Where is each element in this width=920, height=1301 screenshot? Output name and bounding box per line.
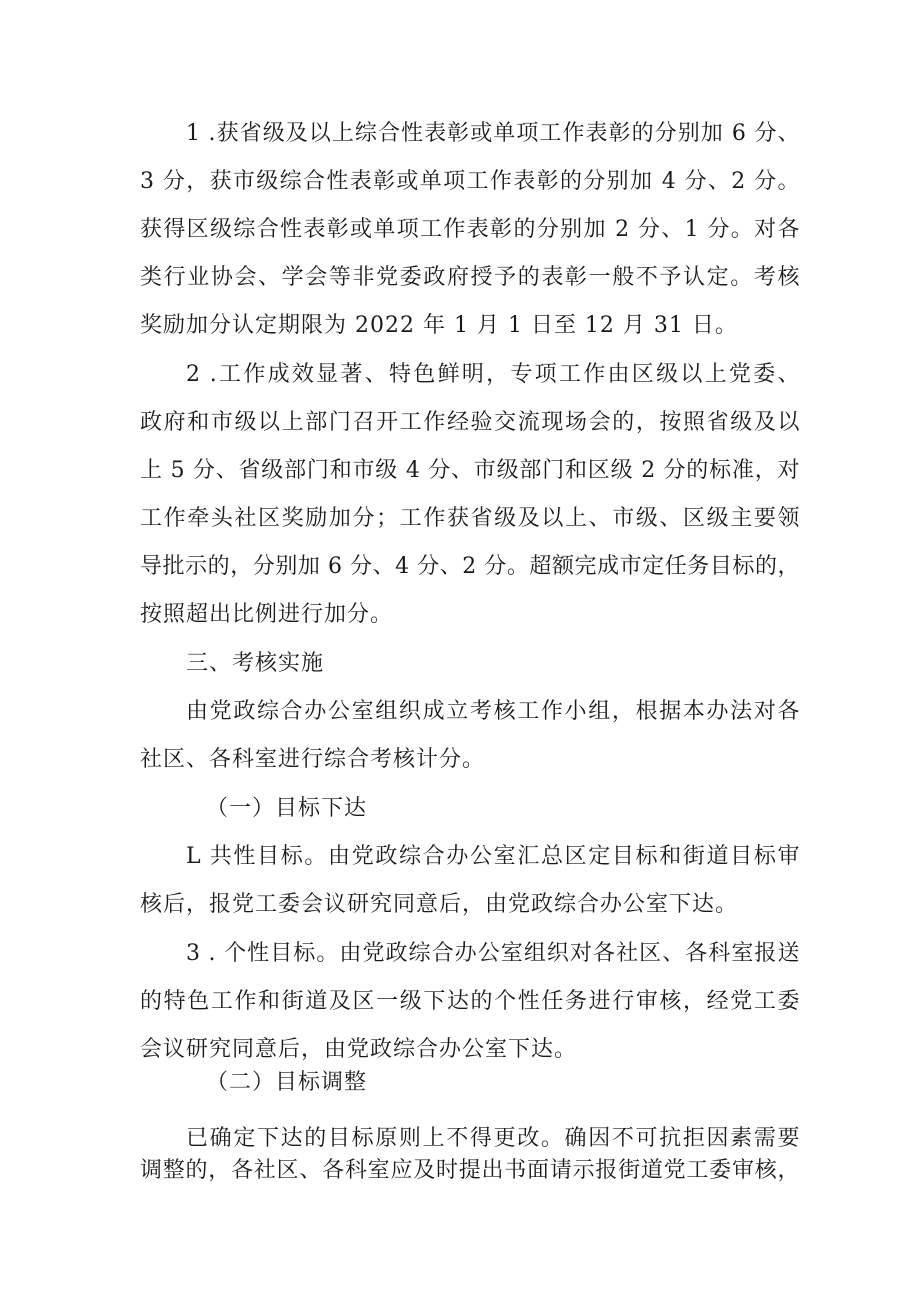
paragraph-6-line-1: 已确定下达的目标原则上不得更改。确因不可抗拒因素需要 [186,1126,800,1151]
section-heading-3: 三、考核实施 [186,651,325,676]
paragraph-2-line-2: 政府和市级以上部门召开工作经验交流现场会的，按照省级及以 [140,410,800,435]
paragraph-2-line-6: 按照超出比例进行加分。 [140,602,394,627]
subsection-heading-2: （二）目标调整 [206,1070,368,1095]
paragraph-2-line-5: 导批示的，分别加 6 分、4 分、2 分。超额完成市定任务目标的， [140,554,800,579]
paragraph-5-line-1: 3 . 个性目标。由党政综合办公室组织对各社区、各科室报送 [186,941,800,966]
subsection-heading-1: （一）目标下达 [206,796,368,821]
paragraph-2-line-4: 工作牵头社区奖励加分；工作获省级及以上、市级、区级主要领 [140,506,800,531]
paragraph-1-line-1: 1 .获省级及以上综合性表彰或单项工作表彰的分别加 6 分、 [186,121,800,146]
paragraph-4-line-2: 核后，报党工委会议研究同意后，由党政综合办公室下达。 [140,892,739,917]
paragraph-2-line-3: 上 5 分、省级部门和市级 4 分、市级部门和区级 2 分的标准，对 [140,458,800,483]
paragraph-4-line-1: L 共性目标。由党政综合办公室汇总区定目标和街道目标审 [186,844,800,869]
paragraph-1-line-2: 3 分，获市级综合性表彰或单项工作表彰的分别加 4 分、2 分。 [140,169,800,194]
paragraph-3-line-1: 由党政综合办公室组织成立考核工作小组，根据本办法对各 [186,699,800,724]
paragraph-5-line-2: 的特色工作和街道及区一级下达的个性任务进行审核，经党工委 [140,989,800,1014]
paragraph-2-line-1: 2 .工作成效显著、特色鲜明，专项工作由区级以上党委、 [186,362,800,387]
paragraph-1-line-3: 获得区级综合性表彰或单项工作表彰的分别加 2 分、1 分。对各 [140,217,800,242]
paragraph-3-line-2: 社区、各科室进行综合考核计分。 [140,747,486,772]
paragraph-5-line-3: 会议研究同意后，由党政综合办公室下达。 [140,1037,578,1062]
paragraph-1-line-4: 类行业协会、学会等非党委政府授予的表彰一般不予认定。考核 [140,265,800,290]
paragraph-6-line-2: 调整的，各社区、各科室应及时提出书面请示报街道党工委审核， [140,1158,800,1183]
paragraph-1-line-5: 奖励加分认定期限为 2022 年 1 月 1 日至 12 月 31 日。 [140,313,738,338]
